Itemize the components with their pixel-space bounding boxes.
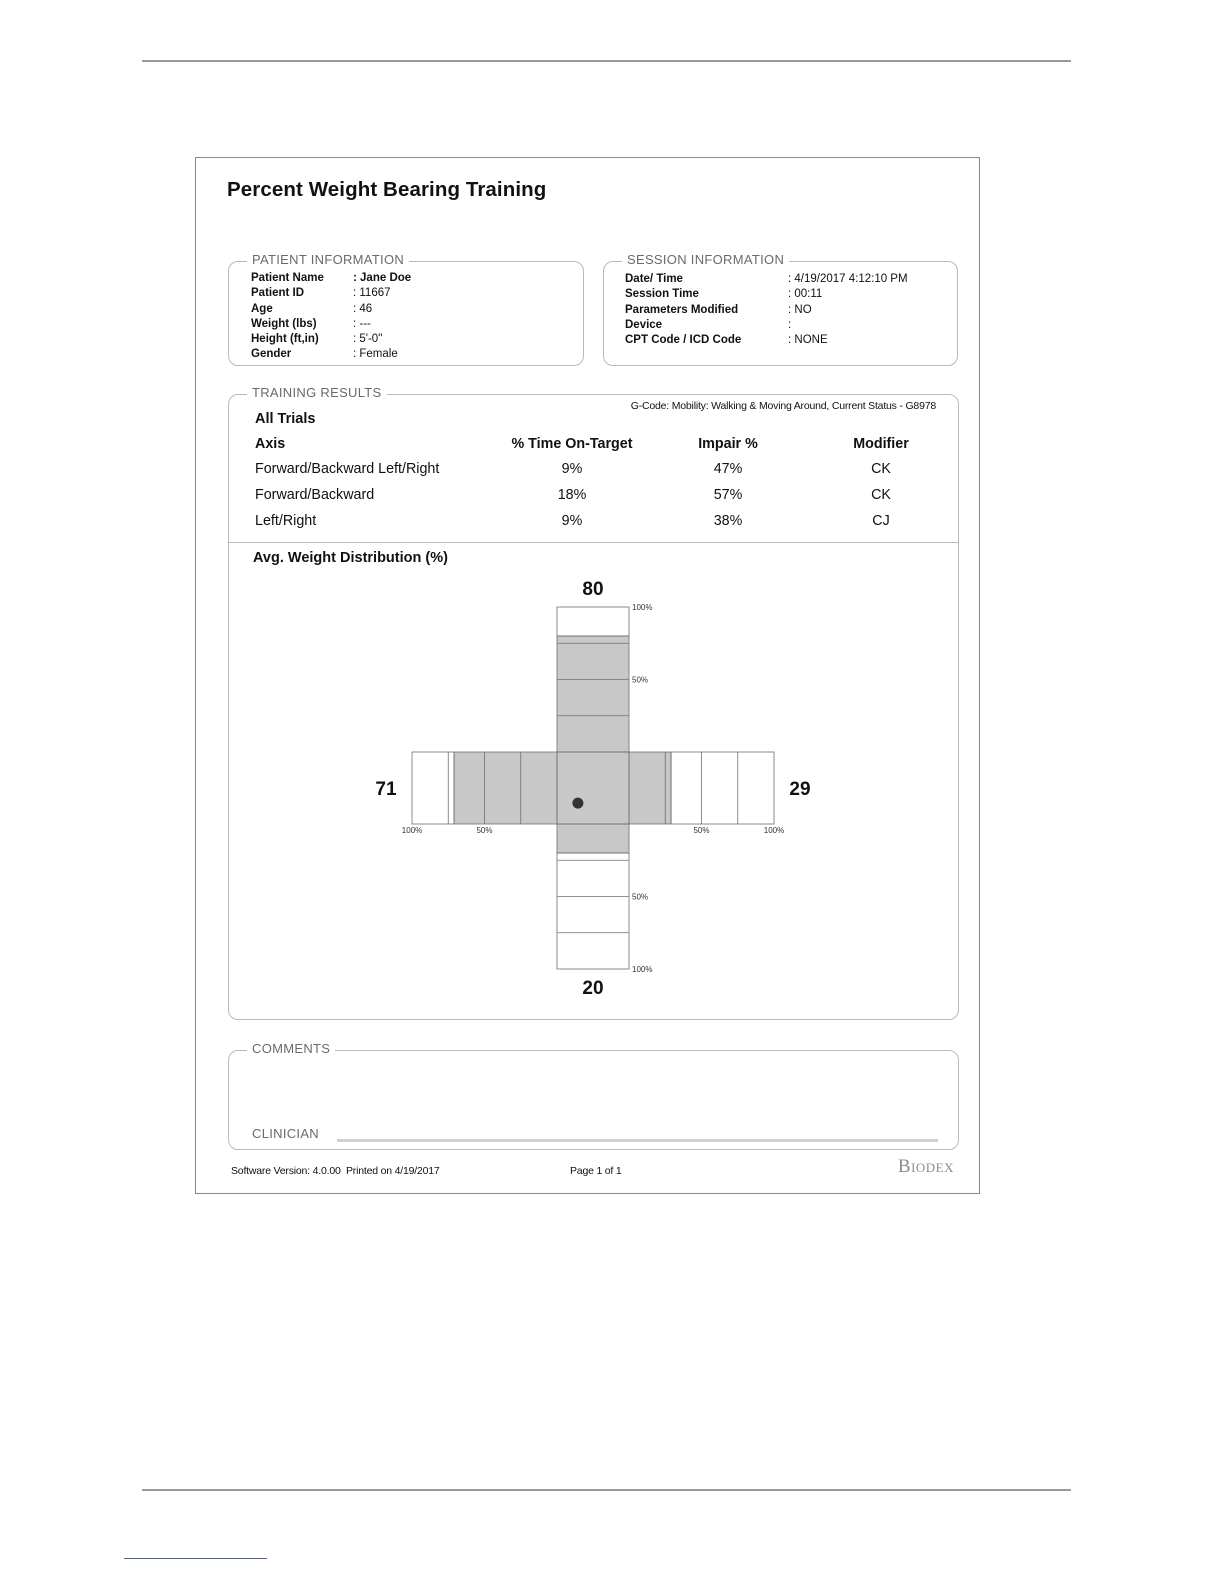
patient-name-value: : Jane Doe bbox=[353, 271, 411, 286]
table-cell: CK bbox=[871, 461, 891, 477]
session-info-list bbox=[625, 272, 908, 348]
training-results-box bbox=[228, 385, 959, 1020]
left-scale-50: 50% bbox=[476, 826, 493, 835]
footer-rule bbox=[142, 1489, 1071, 1491]
patient-id-value: : 11667 bbox=[353, 286, 391, 301]
age-row bbox=[251, 302, 411, 317]
date-time-row bbox=[625, 272, 908, 287]
session-info-box bbox=[603, 252, 958, 366]
software-version: Software Version: 4.0.00 bbox=[231, 1165, 341, 1177]
age-value: : 46 bbox=[353, 302, 372, 317]
report-title: Percent Weight Bearing Training bbox=[227, 178, 547, 201]
table-cell: 9% bbox=[561, 513, 583, 529]
cpt-code-row bbox=[625, 333, 908, 348]
field-label: Date/ Time bbox=[625, 273, 683, 285]
right-value-label: 29 bbox=[789, 779, 811, 800]
table-cell: CJ bbox=[872, 513, 890, 529]
height-value: : 5'-0" bbox=[353, 332, 382, 347]
distribution-fills bbox=[454, 636, 671, 853]
biodex-logo: Biodex bbox=[897, 1156, 954, 1177]
table-cell: 47% bbox=[713, 461, 743, 477]
column-header: Axis bbox=[255, 436, 286, 452]
field-label: CPT Code / ICD Code bbox=[625, 334, 742, 347]
field-label: Session Time bbox=[625, 288, 699, 301]
table-cell: 18% bbox=[557, 487, 587, 503]
field-label: Height (ft,in) bbox=[251, 333, 319, 346]
comments-box bbox=[228, 1041, 959, 1150]
patient-info-legend: PATIENT INFORMATION bbox=[247, 252, 409, 267]
printed-date: Printed on 4/19/2017 bbox=[346, 1165, 440, 1177]
field-label: Patient ID bbox=[251, 287, 305, 300]
field-label: Age bbox=[251, 302, 273, 315]
column-header: Modifier bbox=[853, 436, 909, 452]
backward-bar bbox=[557, 824, 629, 853]
comments-legend: COMMENTS bbox=[247, 1041, 335, 1056]
gcode-text: G-Code: Mobility: Walking & Moving Around, Current Status - G8978 bbox=[630, 400, 936, 412]
weight-distribution-chart bbox=[229, 395, 958, 1019]
session-time-row bbox=[625, 287, 908, 302]
weight-row bbox=[251, 317, 411, 332]
patient-info-box bbox=[228, 252, 584, 366]
gender-row bbox=[251, 347, 411, 362]
right-scale-100: 100% bbox=[763, 826, 785, 835]
right-bar bbox=[629, 752, 671, 824]
date-time-value: : 4/19/2017 4:12:10 PM bbox=[788, 272, 908, 287]
training-results-legend: TRAINING RESULTS bbox=[247, 385, 387, 400]
device-value bbox=[788, 318, 791, 333]
parameters-modified-row bbox=[625, 303, 908, 318]
footnote-rule bbox=[124, 1558, 267, 1559]
session-info-legend: SESSION INFORMATION bbox=[622, 252, 789, 267]
patient-id-row bbox=[251, 286, 411, 301]
patient-info-list bbox=[251, 271, 411, 363]
table-cell: Forward/Backward bbox=[255, 487, 375, 503]
distribution-title: Avg. Weight Distribution (%) bbox=[253, 550, 448, 566]
gender-value: : Female bbox=[353, 347, 398, 362]
table-cell: Forward/Backward Left/Right bbox=[255, 461, 440, 477]
table-cell: 57% bbox=[713, 487, 743, 503]
left-value-label: 71 bbox=[375, 779, 397, 800]
right-scale-50: 50% bbox=[693, 826, 710, 835]
column-header: Impair % bbox=[698, 436, 758, 452]
backward-scale-100: 100% bbox=[632, 965, 653, 974]
forward-scale-100: 100% bbox=[632, 603, 653, 612]
parameters-modified-value: : NO bbox=[788, 303, 812, 318]
all-trials-heading: All Trials bbox=[255, 411, 316, 427]
weight-value: : --- bbox=[353, 317, 371, 332]
table-cell: 9% bbox=[561, 461, 583, 477]
clinician-signature-line bbox=[337, 1139, 938, 1142]
patient-name-row bbox=[251, 271, 411, 286]
field-label: Gender bbox=[251, 348, 292, 361]
field-label: Weight (lbs) bbox=[251, 317, 317, 330]
device-row bbox=[625, 318, 908, 333]
forward-scale-50: 50% bbox=[632, 675, 649, 685]
backward-scale-50: 50% bbox=[632, 892, 649, 902]
center-of-pressure-dot bbox=[572, 798, 583, 809]
header-rule bbox=[142, 60, 1071, 62]
center-fill bbox=[557, 752, 629, 824]
table-cell: Left/Right bbox=[255, 513, 317, 529]
field-label: Patient Name bbox=[251, 272, 324, 284]
height-row bbox=[251, 332, 411, 347]
left-bar bbox=[454, 752, 557, 824]
cpt-code-value: : NONE bbox=[788, 333, 828, 348]
forward-bar bbox=[557, 636, 629, 752]
table-cell: CK bbox=[871, 487, 891, 503]
page-number: Page 1 of 1 bbox=[570, 1165, 622, 1177]
column-header: % Time On-Target bbox=[511, 436, 633, 452]
clinician-label: CLINICIAN bbox=[252, 1126, 319, 1141]
backward-value-label: 20 bbox=[582, 978, 604, 999]
session-time-value: : 00:11 bbox=[788, 287, 822, 302]
report-page bbox=[195, 157, 980, 1194]
field-label: Device bbox=[625, 318, 663, 331]
field-label: Parameters Modified bbox=[625, 303, 739, 316]
left-scale-100: 100% bbox=[401, 826, 423, 835]
forward-value-label: 80 bbox=[582, 579, 604, 600]
table-cell: 38% bbox=[713, 513, 743, 529]
